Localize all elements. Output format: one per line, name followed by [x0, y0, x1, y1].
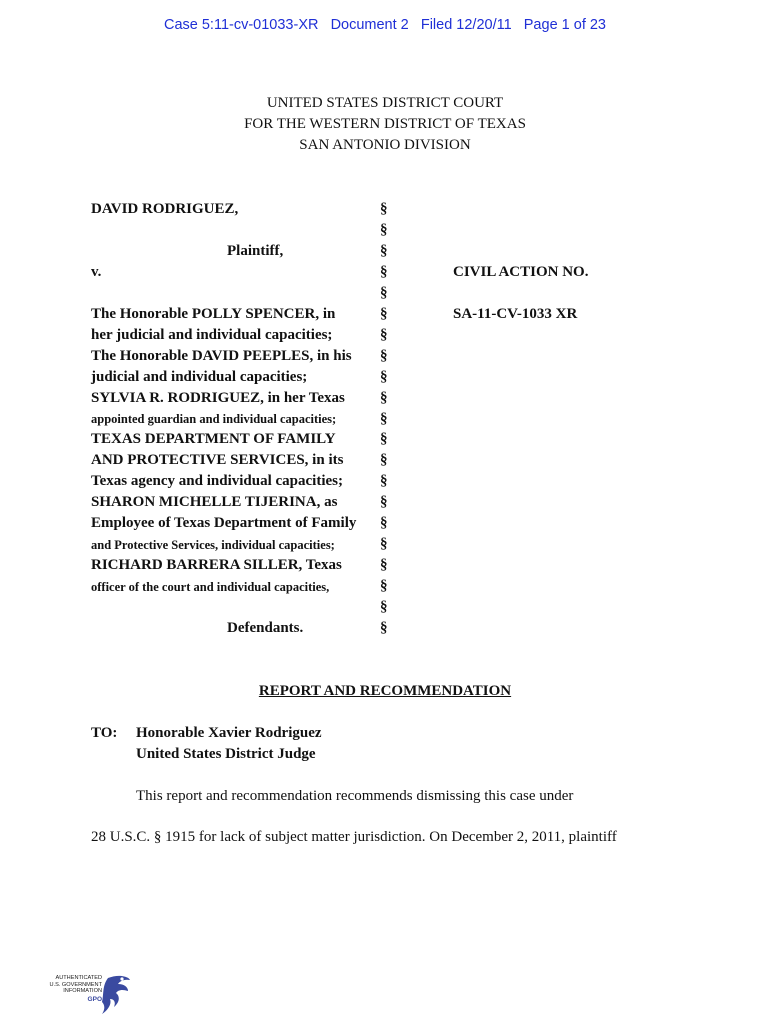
paragraph-line: This report and recommendation recommends dismissing this case under — [136, 788, 574, 804]
court-name: UNITED STATES DISTRICT COURT — [266, 95, 504, 111]
section-symbol: § — [380, 620, 388, 636]
defendant-line: TEXAS DEPARTMENT OF FAMILY — [91, 431, 336, 447]
seal-gpo: GPO — [87, 995, 102, 1003]
to-name: Honorable Xavier Rodriguez — [136, 725, 322, 741]
defendant-line: and Protective Services, individual capacities; — [91, 538, 335, 552]
civil-action-number: SA-11-CV-1033 XR — [453, 306, 578, 322]
header-filed: Filed 12/20/11 — [420, 17, 512, 33]
seal-line: U.S. GOVERNMENT — [49, 981, 102, 988]
section-symbol: § — [380, 264, 388, 280]
court-division: SAN ANTONIO DIVISION — [299, 137, 471, 153]
section-symbol: § — [380, 285, 388, 301]
seal-line: AUTHENTICATED — [55, 975, 102, 981]
defendant-line: appointed guardian and individual capacities; — [91, 412, 337, 426]
court-district: FOR THE WESTERN DISTRICT OF TEXAS — [244, 116, 526, 132]
defendant-line: The Honorable DAVID PEEPLES, in his — [91, 348, 352, 364]
section-symbol: § — [380, 536, 388, 552]
report-title: REPORT AND RECOMMENDATION — [258, 683, 512, 699]
section-symbol: § — [380, 599, 388, 615]
header-document: Document 2 — [330, 17, 409, 33]
defendant-line: her judicial and individual capacities; — [91, 327, 333, 343]
defendant-line: AND PROTECTIVE SERVICES, in its — [91, 452, 344, 468]
header-case: Case 5:11-cv-01033-XR — [163, 17, 319, 33]
versus: v. — [91, 264, 102, 280]
section-symbol: § — [380, 243, 388, 259]
section-symbol: § — [380, 494, 388, 510]
section-symbol: § — [380, 369, 388, 385]
ecf-header — [0, 17, 770, 33]
section-symbol: § — [380, 327, 388, 343]
section-symbol: § — [380, 557, 388, 573]
section-symbol: § — [380, 578, 388, 594]
section-symbol: § — [380, 515, 388, 531]
defendant-line: Texas agency and individual capacities; — [91, 473, 343, 489]
section-symbol: § — [380, 431, 388, 447]
section-symbol: § — [380, 473, 388, 489]
defendant-line: SYLVIA R. RODRIGUEZ, in her Texas — [91, 390, 345, 406]
defendant-line: RICHARD BARRERA SILLER, Texas — [91, 557, 342, 573]
paragraph-line: 28 U.S.C. § 1915 for lack of subject matter jurisdiction. On December 2, 2011, plaintiff — [91, 829, 617, 845]
plaintiff-role: Plaintiff, — [227, 243, 284, 259]
section-symbol: § — [380, 390, 388, 406]
defendant-line: officer of the court and individual capacities, — [91, 580, 330, 594]
section-symbol: § — [380, 201, 388, 217]
seal-line: INFORMATION — [63, 988, 102, 995]
defendant-line: judicial and individual capacities; — [91, 369, 308, 385]
defendants-role: Defendants. — [227, 620, 304, 636]
section-symbol: § — [380, 306, 388, 322]
section-symbol: § — [380, 348, 388, 364]
defendant-line: The Honorable POLLY SPENCER, in — [91, 306, 336, 322]
to-title: United States District Judge — [136, 746, 316, 762]
defendant-line: Employee of Texas Department of Family — [91, 515, 357, 531]
civil-action-label: CIVIL ACTION NO. — [453, 264, 589, 280]
header-page: Page 1 of 23 — [523, 17, 607, 33]
defendant-line: SHARON MICHELLE TIJERINA, as — [91, 494, 338, 510]
section-symbol: § — [380, 411, 388, 427]
gpo-authentication-seal — [44, 972, 134, 1018]
to-label: TO: — [91, 725, 118, 741]
section-symbol: § — [380, 452, 388, 468]
plaintiff-name: DAVID RODRIGUEZ, — [91, 201, 239, 217]
section-symbol: § — [380, 222, 388, 238]
